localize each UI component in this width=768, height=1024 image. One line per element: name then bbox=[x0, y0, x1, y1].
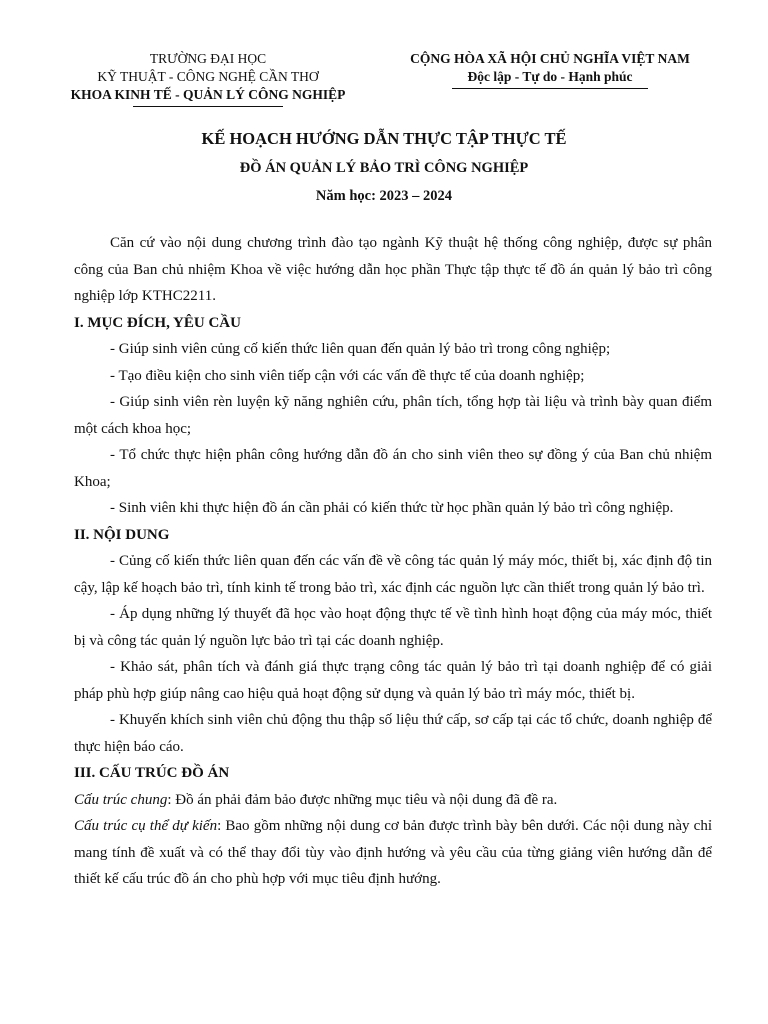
motto-underline bbox=[452, 88, 648, 89]
general-structure-label: Cấu trúc chung bbox=[74, 791, 168, 808]
document-titles bbox=[60, 128, 708, 206]
specific-structure-text: : Bao gồm những nội dung cơ bản được trình bày bên dưới. Các nội dung này chỉ mang tính đề xuất và có thể thay đổi tùy vào định hướng và yêu cầu của từng giảng viên hướng dẫn để thiết kế cấu trúc đồ án cho phù hợp với mục tiêu định hướng. bbox=[74, 818, 712, 887]
section-1-item: - Giúp sinh viên củng cố kiến thức liên quan đến quản lý bảo trì trong công nghiệp; bbox=[110, 341, 611, 357]
general-structure-paragraph bbox=[74, 787, 712, 814]
document-title: KẾ HOẠCH HƯỚNG DẪN THỰC TẬP THỰC TẾ bbox=[201, 129, 567, 148]
section-1-heading: I. MỤC ĐÍCH, YÊU CẦU bbox=[74, 314, 241, 331]
section-1-item: - Giúp sinh viên rèn luyện kỹ năng nghiên cứu, phân tích, tổng hợp tài liệu và trình bày quan điểm một cách khoa học; bbox=[74, 394, 712, 437]
section-2-heading: II. NỘI DUNG bbox=[74, 526, 170, 543]
specific-structure-label: Cấu trúc cụ thể dự kiến bbox=[74, 818, 218, 834]
section-3-heading: III. CẤU TRÚC ĐỒ ÁN bbox=[74, 765, 230, 781]
document-body bbox=[74, 230, 712, 893]
section-1-item: - Tổ chức thực hiện phân công hướng dẫn đồ án cho sinh viên theo sự đồng ý của Ban chủ nhiệm Khoa; bbox=[74, 447, 712, 490]
academic-year: Năm học: 2023 – 2024 bbox=[315, 188, 453, 204]
section-2-item: - Khuyến khích sinh viên chủ động thu thập số liệu thứ cấp, sơ cấp tại các tổ chức, doanh nghiệp để thực hiện báo cáo. bbox=[74, 712, 712, 755]
specific-structure-paragraph bbox=[74, 813, 712, 893]
university-name-line2: KỸ THUẬT - CÔNG NGHỆ CẦN THƠ bbox=[97, 69, 319, 84]
national-motto: Độc lập - Tự do - Hạnh phúc bbox=[467, 69, 633, 84]
university-name-line1: TRƯỜNG ĐẠI HỌC bbox=[149, 51, 267, 66]
section-2-item: - Khảo sát, phân tích và đánh giá thực trạng công tác quản lý bảo trì tại doanh nghiệp để có giải pháp phù hợp giúp nâng cao hiệu quả hoạt động sử dụng và quản lý bảo trì máy móc, thiết bị. bbox=[74, 659, 712, 702]
section-1-item: - Sinh viên khi thực hiện đồ án cần phải có kiến thức từ học phần quản lý bảo trì công nghiệp. bbox=[110, 500, 674, 516]
section-2-item: - Củng cố kiến thức liên quan đến các vấn đề về công tác quản lý máy móc, thiết bị, xác định độ tin cậy, lập kế hoạch bảo trì, tính kinh tế trong bảo trì, xác định các nguồn lực cần thiết trong quản lý bảo trì. bbox=[74, 553, 712, 596]
section-1-item: - Tạo điều kiện cho sinh viên tiếp cận với các vấn đề thực tế của doanh nghiệp; bbox=[110, 367, 585, 384]
national-header bbox=[392, 50, 708, 89]
section-2-item: - Áp dụng những lý thuyết đã học vào hoạt động thực tế về tình hình hoạt động của máy móc, thiết bị và công tác quản lý nguồn lực bảo trì tại các doanh nghiệp. bbox=[74, 606, 712, 649]
intro-paragraph: Căn cứ vào nội dung chương trình đào tạo ngành Kỹ thuật hệ thống công nghiệp, được sự phân công của Ban chủ nhiệm Khoa về việc hướng dẫn học phần Thực tập thực tế đồ án quản lý bảo trì công nghiệp lớp KTHC2211. bbox=[74, 235, 712, 304]
national-title: CỘNG HÒA XÃ HỘI CHỦ NGHĨA VIỆT NAM bbox=[410, 51, 690, 66]
general-structure-text: : Đồ án phải đảm bảo được những mục tiêu và nội dung đã đề ra. bbox=[167, 791, 558, 808]
institution-underline bbox=[133, 106, 283, 107]
document-subtitle: ĐỒ ÁN QUẢN LÝ BẢO TRÌ CÔNG NGHIỆP bbox=[239, 160, 529, 176]
faculty-name: KHOA KINH TẾ - QUẢN LÝ CÔNG NGHIỆP bbox=[70, 87, 346, 102]
institution-header bbox=[58, 50, 358, 107]
